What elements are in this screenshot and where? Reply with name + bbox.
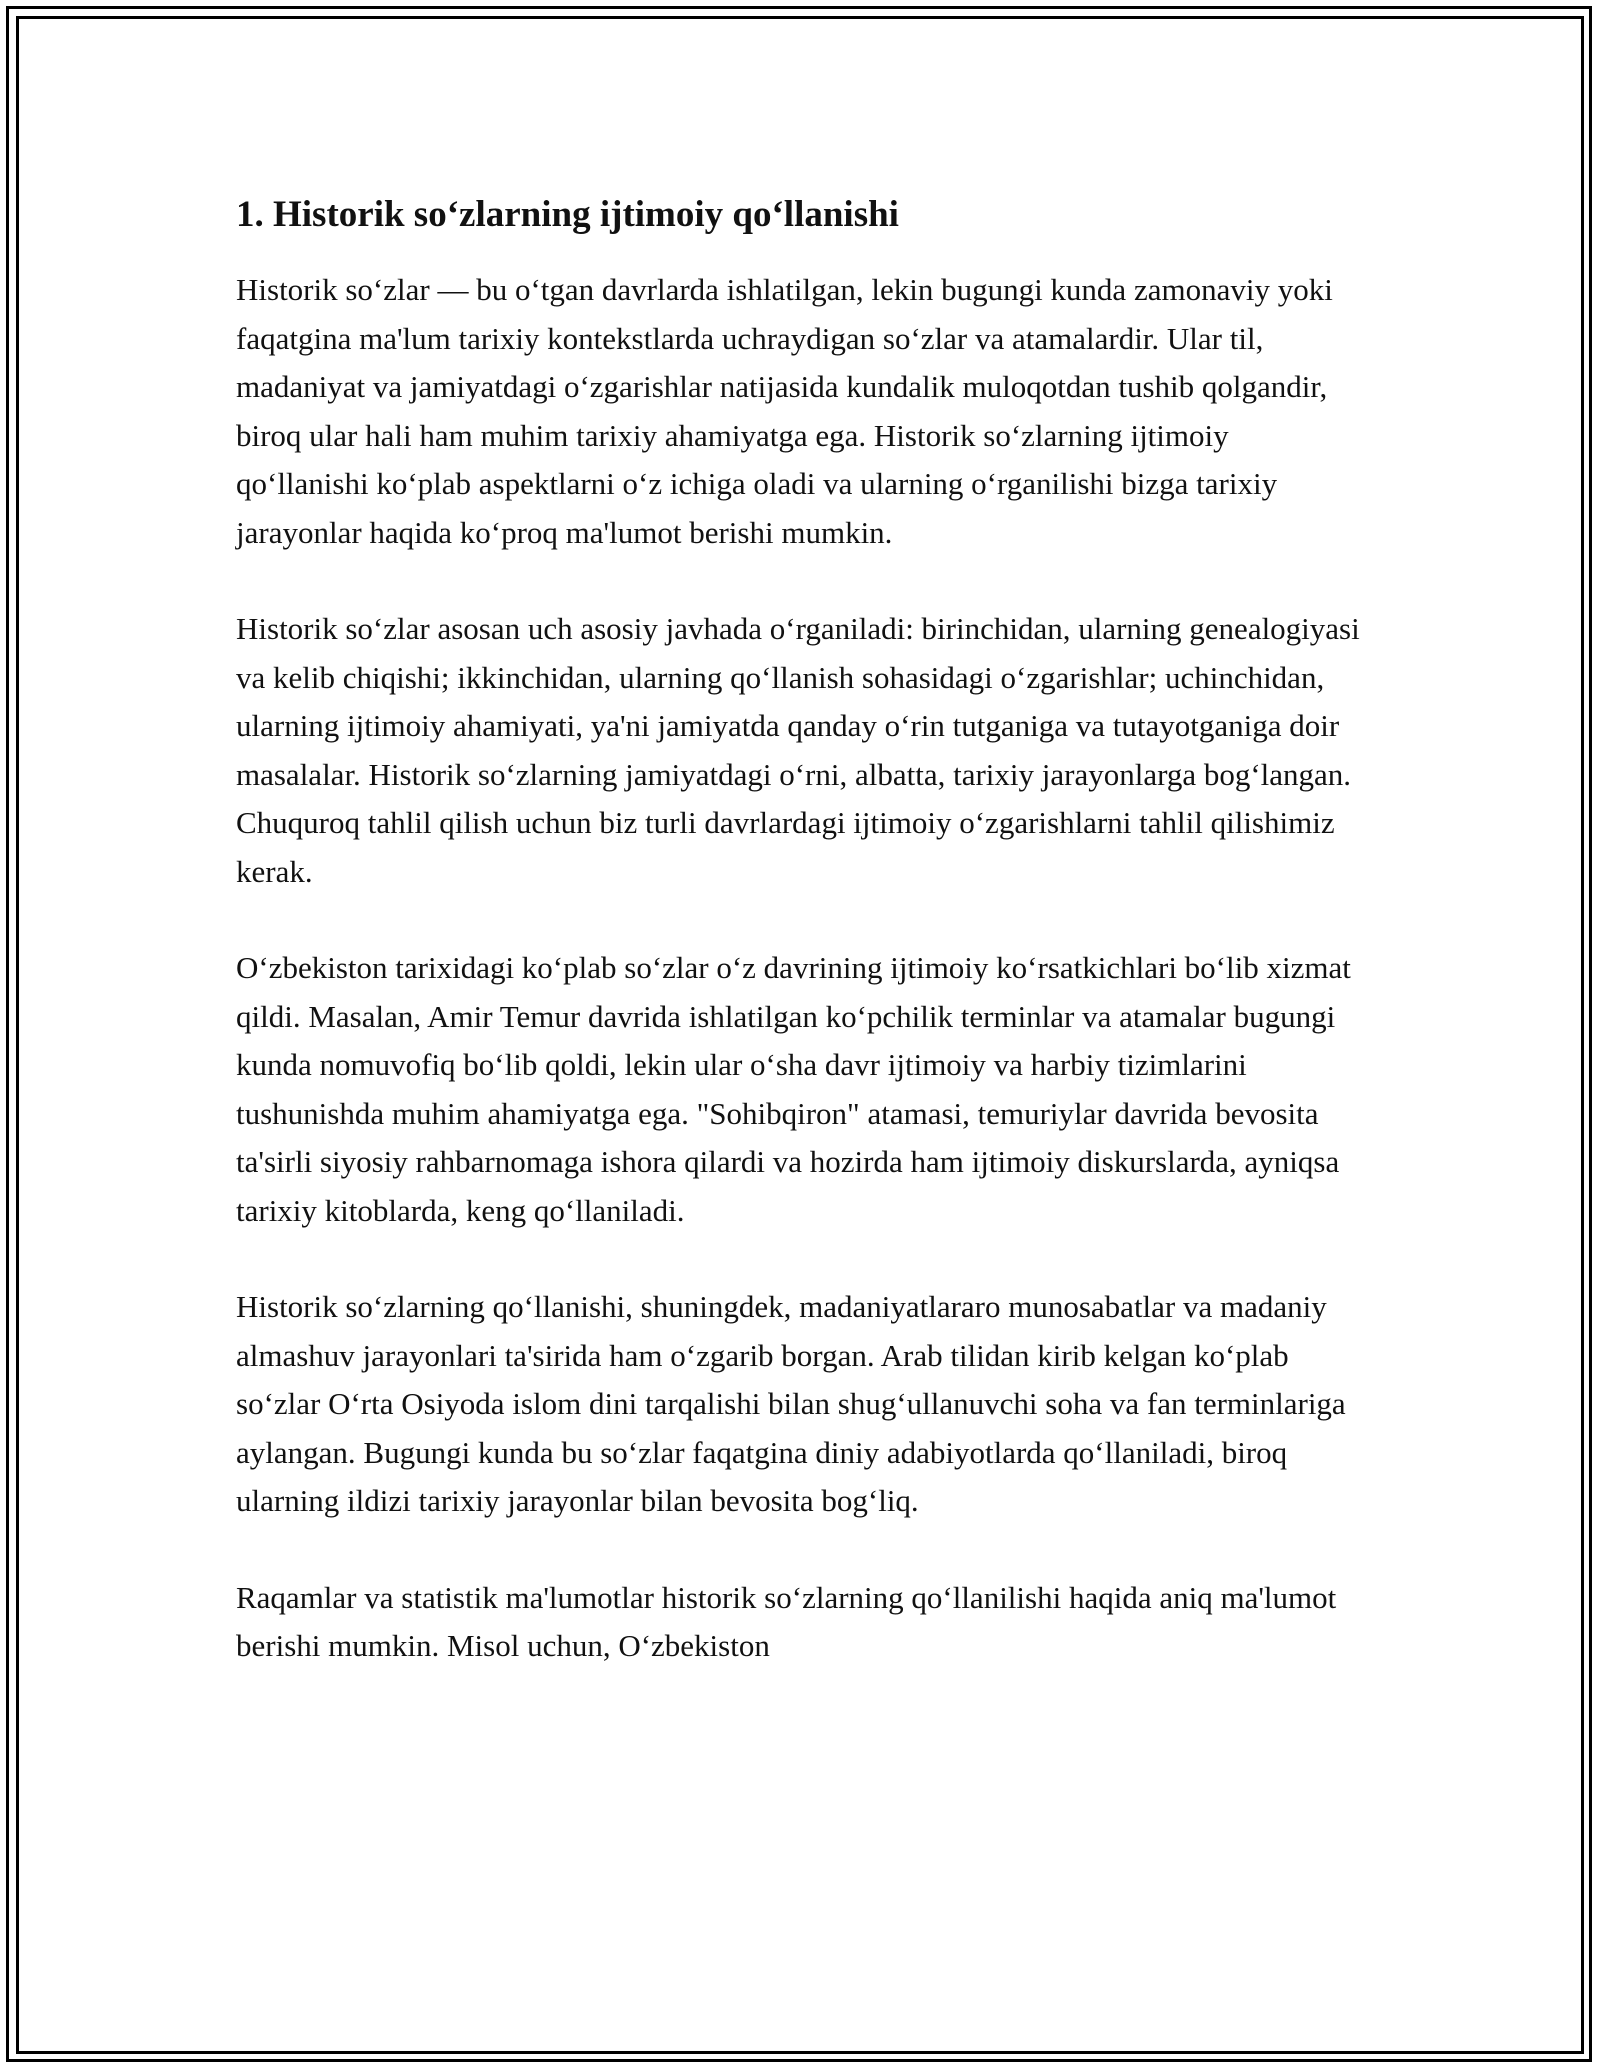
paragraph-1: Historik so‘zlar — bu o‘tgan davrlarda ishlatilgan, lekin bugungi kunda zamonaviy yoki faqatgina ma'lum tarixiy kontekstlarda uchraydigan so‘zlar va atamalardir. Ular til, madaniyat va jamiyatdagi o‘zgarishlar natijasida kundalik muloqotdan tushib qolgandir, biroq ular hali ham muhim tarixiy ahamiyatga ega. Historik so‘zlarning ijtimoiy qo‘llanishi ko‘plab aspektlarni o‘z ichiga oladi va ularning o‘rganilishi bizga tarixiy jarayonlar haqida ko‘proq ma'lumot berishi mumkin. — [236, 272, 1333, 550]
paragraph-3: O‘zbekiston tarixidagi ko‘plab so‘zlar o‘z davrining ijtimoiy ko‘rsatkichlari bo‘lib xizmat qildi. Masalan, Amir Temur davrida ishlatilgan ko‘pchilik terminlar va atamalar bugungi kunda nomuvofiq bo‘lib qoldi, lekin ular o‘sha davr ijtimoiy va harbiy tizimlarini tushunishda muhim ahamiyatga ega. "Sohibqiron" atamasi, temuriylar davrida bevosita ta'sirli siyosiy rahbarnomaga ishora qilardi va hozirda ham ijtimoiy diskurslarda, ayniqsa tarixiy kitoblarda, keng qo‘llaniladi. — [236, 950, 1351, 1228]
paragraph-2: Historik so‘zlar asosan uch asosiy javhada o‘rganiladi: birinchidan, ularning genealogiyasi va kelib chiqishi; ikkinchidan, ularning qo‘llanish sohasidagi o‘zgarishlar; uchinchidan, ularning ijtimoiy ahamiyati, ya'ni jamiyatda qanday o‘rin tutganiga va tutayotganiga doir masalalar. Historik so‘zlarning jamiyatdagi o‘rni, albatta, tarixiy jarayonlarga bog‘langan. Chuquroq tahlil qilish uchun biz turli davrlardagi ijtimoiy o‘zgarishlarni tahlil qilishimiz kerak. — [236, 611, 1360, 889]
document-body — [236, 188, 1368, 1719]
section-heading: 1. Historik so‘zlarning ijtimoiy qo‘llanishi — [236, 194, 899, 235]
paragraph-4: Historik so‘zlarning qo‘llanishi, shuningdek, madaniyatlararo munosabatlar va madaniy almashuv jarayonlari ta'sirida ham o‘zgarib borgan. Arab tilidan kirib kelgan ko‘plab so‘zlar O‘rta Osiyoda islom dini tarqalishi bilan shug‘ullanuvchi soha va fan terminlariga aylangan. Bugungi kunda bu so‘zlar faqatgina diniy adabiyotlarda qo‘llaniladi, biroq ularning ildizi tarixiy jarayonlar bilan bevosita bog‘liq. — [236, 1289, 1346, 1518]
paragraph-5: Raqamlar va statistik ma'lumotlar historik so‘zlarning qo‘llanilishi haqida aniq ma'lumot berishi mumkin. Misol uchun, O‘zbekiston — [236, 1579, 1337, 1663]
